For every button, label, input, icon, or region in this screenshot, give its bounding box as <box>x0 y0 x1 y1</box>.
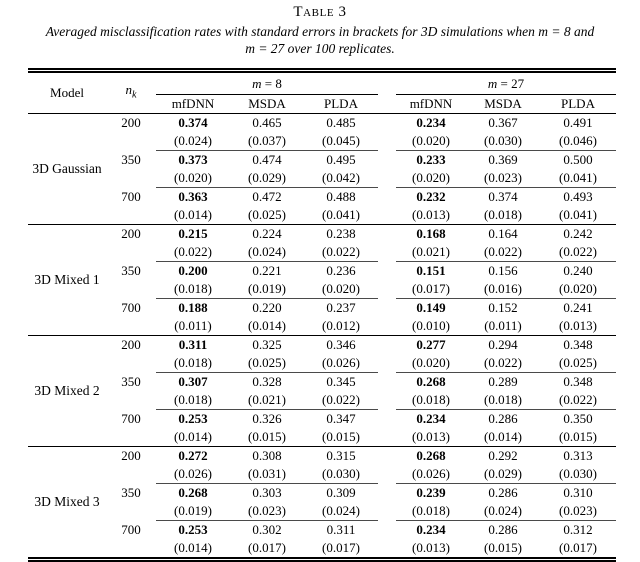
col-header-m8-msda: MSDA <box>230 95 304 114</box>
m27-mfdnn-rate-value: 0.234 <box>416 115 446 130</box>
nk-variable: n <box>125 82 133 98</box>
col-header-m27-plda: PLDA <box>540 95 616 114</box>
column-gap <box>378 71 396 114</box>
m8-msda-rate-value: 0.328 <box>230 373 304 392</box>
m27-msda-stderr-value: (0.018) <box>484 392 522 407</box>
col-header-m8-plda: PLDA <box>304 95 378 114</box>
m8-mfdnn-rate-value: 0.374 <box>178 115 208 130</box>
m27-msda-stderr-value: (0.022) <box>484 355 522 370</box>
m27-msda-stderr-value: (0.016) <box>484 281 522 296</box>
m8-msda-stderr-value: (0.023) <box>248 503 286 518</box>
nk-value: 700 <box>121 299 141 315</box>
nk-value: 350 <box>121 484 141 500</box>
value-row <box>28 225 616 244</box>
column-gap-cell <box>378 484 396 503</box>
column-gap-cell <box>378 465 396 484</box>
m8-msda-stderr-value: (0.031) <box>248 466 286 481</box>
m27-mfdnn-stderr-value: (0.020) <box>412 355 450 370</box>
m8-mfdnn-stderr-value: (0.024) <box>174 133 212 148</box>
m8-msda-rate-value: 0.465 <box>252 115 282 130</box>
m27-mfdnn-stderr-value: (0.013) <box>412 429 450 444</box>
m8-msda-rate-value: 0.303 <box>230 484 304 503</box>
m27-msda-rate-value: 0.286 <box>466 484 540 503</box>
results-table <box>28 68 616 562</box>
m27-mfdnn-rate-value: 0.149 <box>396 299 466 318</box>
m8-mfdnn-stderr-value: (0.026) <box>174 466 212 481</box>
m27-msda-rate-value: 0.164 <box>466 225 540 244</box>
table-caption <box>0 23 640 57</box>
m8-msda-rate-value: 0.220 <box>230 299 304 318</box>
m8-msda-rate-value: 0.326 <box>230 410 304 429</box>
m27-msda-rate-value: 0.289 <box>466 373 540 392</box>
m8-msda-rate-value: 0.224 <box>230 225 304 244</box>
col-header-model: Model <box>28 71 106 114</box>
m8-msda-stderr-value: (0.015) <box>248 429 286 444</box>
m8-mfdnn-rate-value: 0.200 <box>156 262 230 281</box>
m8-msda-rate-value: 0.308 <box>230 447 304 466</box>
m8-mfdnn-stderr-value: (0.020) <box>174 170 212 185</box>
value-row <box>28 262 616 281</box>
value-row <box>28 447 616 466</box>
column-gap-cell <box>378 151 396 170</box>
m8-msda-stderr-value: (0.014) <box>248 318 286 333</box>
m8-msda-rate-value: 0.302 <box>230 521 304 540</box>
m27-plda-rate-value: 0.310 <box>540 484 616 503</box>
m27-plda-stderr-value: (0.030) <box>559 466 597 481</box>
m8-mfdnn-rate-value: 0.215 <box>156 225 230 244</box>
model-label: 3D Gaussian <box>32 161 102 176</box>
value-row <box>28 410 616 429</box>
m27-mfdnn-rate-value: 0.234 <box>396 521 466 540</box>
m8-plda-stderr-value: (0.015) <box>322 429 360 444</box>
m27-msda-stderr-value: (0.029) <box>484 466 522 481</box>
m27-msda-rate-value: 0.374 <box>466 188 540 207</box>
column-gap-cell <box>378 262 396 281</box>
m27-plda-stderr-value: (0.046) <box>559 133 597 148</box>
value-row <box>28 114 616 133</box>
column-gap-cell <box>378 410 396 429</box>
m8-plda-rate-value: 0.315 <box>304 447 378 466</box>
column-gap-cell <box>378 225 396 244</box>
m8-msda-stderr-value: (0.019) <box>248 281 286 296</box>
value-row <box>28 373 616 392</box>
m8-plda-stderr-value: (0.024) <box>322 503 360 518</box>
m27-plda-rate-value: 0.348 <box>540 336 616 355</box>
value-row <box>28 151 616 170</box>
m27-plda-stderr-value: (0.015) <box>559 429 597 444</box>
m8-msda-stderr-value: (0.025) <box>248 207 286 222</box>
col-group-m27 <box>396 71 616 95</box>
m27-plda-stderr-value: (0.041) <box>559 170 597 185</box>
table-title: Table 3 <box>293 4 347 20</box>
m27-msda-rate-value: 0.369 <box>466 151 540 170</box>
m8-mfdnn-stderr-value: (0.018) <box>174 281 212 296</box>
col-header-m27-msda: MSDA <box>466 95 540 114</box>
m27-mfdnn-stderr-value: (0.020) <box>412 170 450 185</box>
m27-msda-stderr-value: (0.011) <box>484 318 522 333</box>
m8-msda-rate-value: 0.474 <box>230 151 304 170</box>
m8-mfdnn-rate-value: 0.253 <box>156 521 230 540</box>
m8-msda-stderr-value: (0.024) <box>248 244 286 259</box>
m27-mfdnn-stderr-value: (0.013) <box>412 207 450 222</box>
m8-variable: m <box>252 76 262 91</box>
m8-msda-stderr-value: (0.017) <box>248 540 286 555</box>
m27-plda-rate-value: 0.242 <box>540 225 616 244</box>
m27-plda-rate-value: 0.350 <box>540 410 616 429</box>
nk-value: 350 <box>121 373 141 389</box>
m27-mfdnn-rate-value: 0.232 <box>396 188 466 207</box>
m27-plda-stderr-value: (0.017) <box>559 540 597 555</box>
m8-plda-rate-value: 0.309 <box>304 484 378 503</box>
m27-plda-rate-value: 0.348 <box>540 373 616 392</box>
column-gap-cell <box>378 502 396 521</box>
m27-mfdnn-stderr-value: (0.018) <box>412 392 450 407</box>
caption-line-2: m = 27 over 100 replicates. <box>245 41 395 56</box>
col-header-m8-mfdnn: mfDNN <box>156 95 230 114</box>
m8-plda-rate-value: 0.346 <box>304 336 378 355</box>
m27-msda-stderr-value: (0.030) <box>484 133 522 148</box>
m8-mfdnn-stderr-value: (0.011) <box>174 318 212 333</box>
m8-plda-stderr-value: (0.022) <box>322 244 360 259</box>
column-gap-cell <box>378 391 396 410</box>
m27-mfdnn-rate-value: 0.239 <box>396 484 466 503</box>
m27-mfdnn-rate-value: 0.168 <box>396 225 466 244</box>
m8-mfdnn-stderr-value: (0.019) <box>174 503 212 518</box>
column-gap-cell <box>378 539 396 560</box>
m8-plda-rate-value: 0.237 <box>304 299 378 318</box>
m8-msda-stderr-value: (0.025) <box>248 355 286 370</box>
nk-value: 200 <box>106 225 156 262</box>
m8-plda-stderr-value: (0.017) <box>322 540 360 555</box>
m27-variable: m <box>487 76 498 91</box>
m27-plda-rate-value: 0.312 <box>540 521 616 540</box>
m27-plda-stderr-value: (0.020) <box>559 281 597 296</box>
m8-mfdnn-rate-value: 0.188 <box>156 299 230 318</box>
m8-plda-stderr-value: (0.012) <box>322 318 360 333</box>
m27-msda-rate-value: 0.156 <box>466 262 540 281</box>
m27-plda-stderr-value: (0.013) <box>559 318 597 333</box>
column-gap-cell <box>378 447 396 466</box>
m27-msda-stderr-value: (0.024) <box>484 503 522 518</box>
m27-msda-stderr-value: (0.015) <box>484 540 522 555</box>
m8-plda-rate-value: 0.345 <box>304 373 378 392</box>
m27-plda-rate-value: 0.493 <box>540 188 616 207</box>
column-gap-cell <box>378 299 396 318</box>
m8-msda-stderr-value: (0.029) <box>248 170 286 185</box>
m27-mfdnn-rate-value: 0.234 <box>396 410 466 429</box>
m27-msda-rate-value: 0.152 <box>466 299 540 318</box>
nk-value: 200 <box>106 336 156 373</box>
m27-plda-stderr-value: (0.041) <box>559 207 597 222</box>
m8-mfdnn-rate-value: 0.311 <box>156 336 230 355</box>
column-gap-cell <box>378 280 396 299</box>
m8-msda-rate-value: 0.221 <box>230 262 304 281</box>
col-header-m27-mfdnn: mfDNN <box>396 95 466 114</box>
column-gap-cell <box>378 373 396 392</box>
m27-plda-stderr-value: (0.022) <box>559 244 597 259</box>
m8-msda-stderr-value: (0.021) <box>248 392 286 407</box>
m8-msda-rate-value: 0.472 <box>230 188 304 207</box>
column-gap-cell <box>378 354 396 373</box>
m8-plda-rate-value: 0.347 <box>304 410 378 429</box>
m27-plda-rate-value: 0.240 <box>540 262 616 281</box>
nk-value: 350 <box>121 151 141 167</box>
nk-value: 700 <box>121 410 141 426</box>
m27-mfdnn-stderr-value: (0.010) <box>412 318 450 333</box>
model-label: 3D Mixed 1 <box>28 225 106 336</box>
m27-plda-rate-value: 0.500 <box>540 151 616 170</box>
m8-mfdnn-stderr-value: (0.018) <box>174 392 212 407</box>
m27-plda-stderr-value: (0.023) <box>559 503 597 518</box>
m8-value: = 8 <box>261 76 282 91</box>
m27-mfdnn-rate-value: 0.151 <box>396 262 466 281</box>
m27-msda-rate-value: 0.286 <box>466 410 540 429</box>
column-gap-cell <box>378 336 396 355</box>
value-row <box>28 336 616 355</box>
m8-plda-stderr-value: (0.026) <box>322 355 360 370</box>
m8-plda-rate-value: 0.311 <box>304 521 378 540</box>
m8-mfdnn-stderr-value: (0.022) <box>174 244 212 259</box>
column-gap-cell <box>378 188 396 207</box>
m27-mfdnn-stderr-value: (0.017) <box>412 281 450 296</box>
m27-msda-rate-value: 0.294 <box>466 336 540 355</box>
m27-msda-stderr-value: (0.014) <box>484 429 522 444</box>
column-gap-cell <box>378 132 396 151</box>
column-gap-cell <box>378 206 396 225</box>
m8-mfdnn-stderr-value: (0.014) <box>174 207 212 222</box>
m27-msda-rate-value: 0.367 <box>488 115 518 130</box>
m8-msda-rate-value: 0.325 <box>230 336 304 355</box>
m8-mfdnn-rate-value: 0.373 <box>156 151 230 170</box>
m27-mfdnn-rate-value: 0.268 <box>396 373 466 392</box>
m27-mfdnn-rate-value: 0.277 <box>396 336 466 355</box>
m8-plda-stderr-value: (0.045) <box>322 133 360 148</box>
m27-plda-stderr-value: (0.025) <box>559 355 597 370</box>
nk-value: 350 <box>121 262 141 278</box>
col-header-nk <box>106 71 156 114</box>
col-group-m8 <box>156 71 378 95</box>
column-gap-cell <box>378 114 396 133</box>
model-label: 3D Mixed 2 <box>28 336 106 447</box>
m27-plda-rate-value: 0.491 <box>563 115 593 130</box>
m27-mfdnn-stderr-value: (0.020) <box>412 133 450 148</box>
m8-mfdnn-rate-value: 0.363 <box>156 188 230 207</box>
m27-msda-stderr-value: (0.022) <box>484 244 522 259</box>
caption-line-1: Averaged misclassification rates with standard errors in brackets for 3D simulations when m = 8 and <box>45 24 595 39</box>
value-row <box>28 521 616 540</box>
column-gap-cell <box>378 169 396 188</box>
column-gap-cell <box>378 317 396 336</box>
m27-value: = 27 <box>497 76 525 91</box>
m8-mfdnn-rate-value: 0.268 <box>156 484 230 503</box>
m27-mfdnn-rate-value: 0.233 <box>396 151 466 170</box>
m8-mfdnn-stderr-value: (0.018) <box>174 355 212 370</box>
m27-plda-rate-value: 0.241 <box>540 299 616 318</box>
value-row <box>28 188 616 207</box>
m8-mfdnn-rate-value: 0.307 <box>156 373 230 392</box>
m8-mfdnn-rate-value: 0.253 <box>156 410 230 429</box>
m8-plda-stderr-value: (0.030) <box>322 466 360 481</box>
nk-value: 200 <box>121 115 141 130</box>
m8-plda-rate-value: 0.238 <box>304 225 378 244</box>
nk-value: 200 <box>106 447 156 484</box>
m8-plda-stderr-value: (0.042) <box>322 170 360 185</box>
m8-mfdnn-stderr-value: (0.014) <box>174 429 212 444</box>
value-row <box>28 299 616 318</box>
m27-msda-rate-value: 0.286 <box>466 521 540 540</box>
m27-mfdnn-stderr-value: (0.018) <box>412 503 450 518</box>
m8-plda-rate-value: 0.495 <box>304 151 378 170</box>
value-row <box>28 484 616 503</box>
m8-plda-rate-value: 0.488 <box>304 188 378 207</box>
m8-plda-rate-value: 0.485 <box>326 115 356 130</box>
column-gap-cell <box>378 521 396 540</box>
m8-plda-stderr-value: (0.020) <box>322 281 360 296</box>
m8-plda-rate-value: 0.236 <box>304 262 378 281</box>
m27-mfdnn-rate-value: 0.268 <box>396 447 466 466</box>
column-gap-cell <box>378 428 396 447</box>
m27-mfdnn-stderr-value: (0.021) <box>412 244 450 259</box>
m8-mfdnn-rate-value: 0.272 <box>156 447 230 466</box>
nk-value: 700 <box>121 188 141 204</box>
m8-plda-stderr-value: (0.022) <box>322 392 360 407</box>
m27-mfdnn-stderr-value: (0.013) <box>412 540 450 555</box>
nk-subscript: k <box>132 89 137 101</box>
m27-msda-rate-value: 0.292 <box>466 447 540 466</box>
nk-value: 700 <box>121 521 141 537</box>
m27-msda-stderr-value: (0.023) <box>484 170 522 185</box>
model-label: 3D Mixed 3 <box>28 447 106 560</box>
m27-mfdnn-stderr-value: (0.026) <box>412 466 450 481</box>
m27-msda-stderr-value: (0.018) <box>484 207 522 222</box>
m27-plda-rate-value: 0.313 <box>540 447 616 466</box>
column-gap-cell <box>378 243 396 262</box>
m8-plda-stderr-value: (0.041) <box>322 207 360 222</box>
m27-plda-stderr-value: (0.022) <box>559 392 597 407</box>
m8-mfdnn-stderr-value: (0.014) <box>174 540 212 555</box>
m8-msda-stderr-value: (0.037) <box>248 133 286 148</box>
